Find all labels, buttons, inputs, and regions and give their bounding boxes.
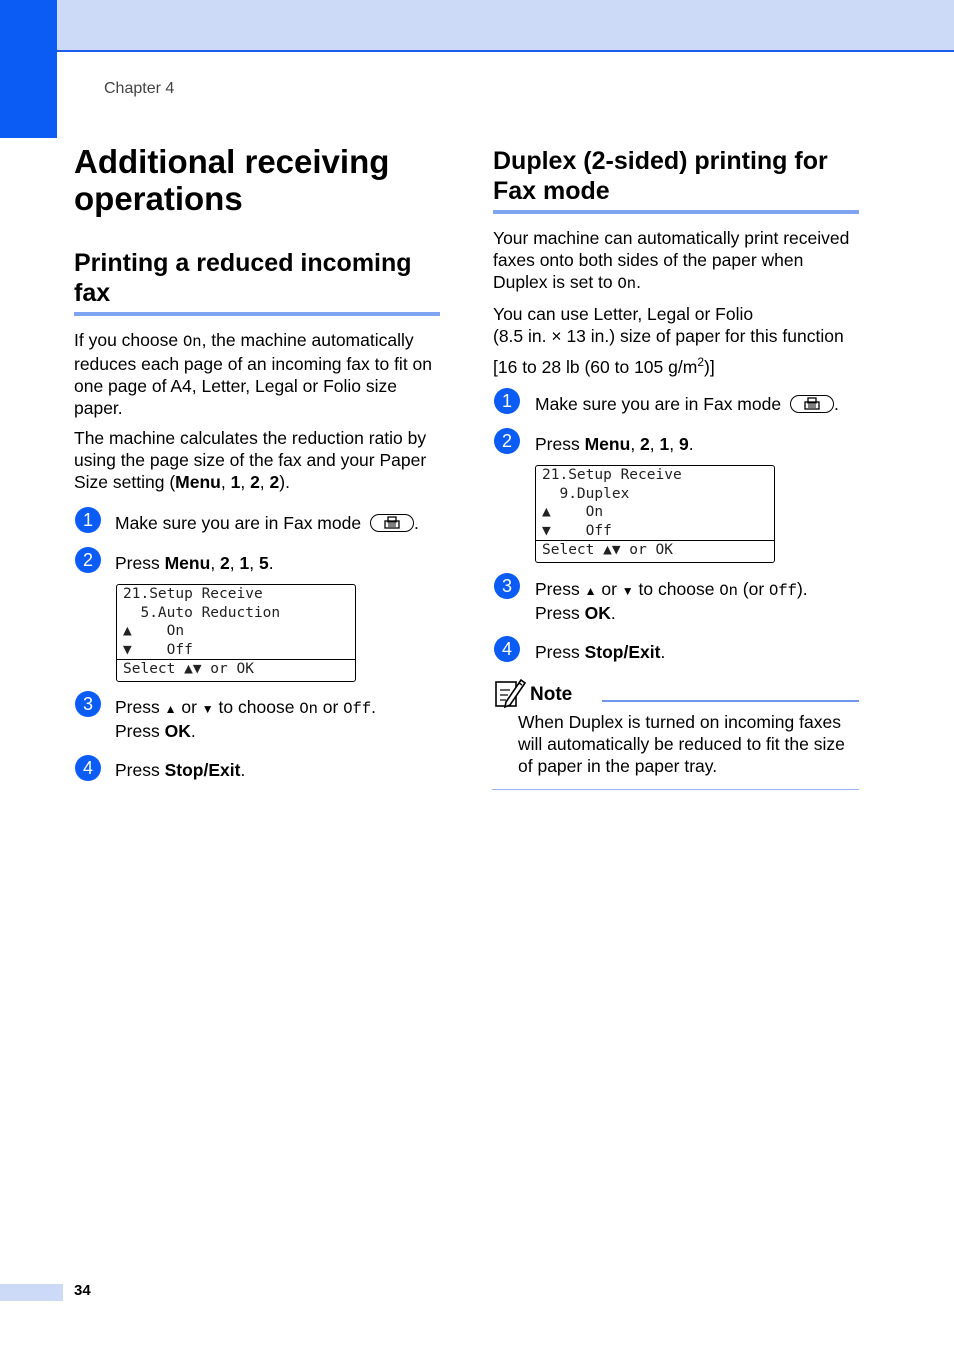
step-number: 2: [494, 428, 520, 454]
fax-icon: [804, 397, 820, 410]
section-rule: [74, 312, 440, 316]
note-pencil-icon: [494, 676, 526, 710]
step-text: Make sure you are in Fax mode .: [115, 513, 419, 533]
paragraph-duplex-intro: Your machine can automatically print received faxes onto both sides of the paper when Duplex is set to On.: [493, 228, 850, 293]
lcd-line: ▼ Off: [542, 522, 612, 539]
paragraph-reduction-ratio: The machine calculates the reduction ratio by using the page size of the fax and your Paper Size setting (Menu, 1, 2, 2).: [74, 428, 427, 492]
chapter-label: Chapter 4: [104, 80, 175, 97]
lcd-line: Select ▲▼ or OK: [536, 540, 774, 560]
lcd-display: [116, 584, 356, 682]
chapter-tab: [0, 0, 57, 138]
step-number: 3: [75, 691, 101, 717]
lcd-line: 21.Setup Receive: [542, 467, 682, 483]
footer-band: [0, 1284, 63, 1301]
step-text: Press ▲ or ▼ to choose On (or Off). Press OK.: [535, 579, 808, 623]
fax-mode-button: [790, 395, 834, 413]
step-number: 4: [494, 636, 520, 662]
step-text: Make sure you are in Fax mode .: [535, 394, 839, 414]
lcd-line: 21.Setup Receive: [123, 586, 263, 602]
step-text: Press Menu, 2, 1, 5.: [115, 553, 274, 573]
section-rule: [493, 210, 859, 214]
fax-icon: [384, 516, 400, 529]
section-title-reduced-fax: Printing a reduced incoming fax: [74, 249, 412, 307]
lcd-display: [535, 465, 775, 563]
lcd-line: Select ▲▼ or OK: [117, 659, 355, 679]
section-title-duplex: Duplex (2-sided) printing for Fax mode: [493, 147, 828, 205]
step-text: Press ▲ or ▼ to choose On or Off. Press OK.: [115, 697, 376, 741]
lcd-line: 9.Duplex: [542, 485, 630, 502]
note-bottom-rule: [492, 789, 859, 790]
page-title: Additional receiving operations: [74, 143, 390, 217]
step-text: Press Stop/Exit.: [115, 760, 246, 780]
page-number: 34: [74, 1282, 91, 1299]
paragraph-paper-sizes: You can use Letter, Legal or Folio (8.5 in. × 13 in.) size of paper for this function [16 to 28 lb (60 to 105 $g/m^2$)]: [493, 304, 844, 377]
step-text: Press Menu, 2, 1, 9.: [535, 434, 694, 454]
fax-mode-button: [370, 514, 414, 532]
lcd-line: 5.Auto Reduction: [123, 604, 281, 621]
lcd-line: ▼ Off: [123, 641, 193, 658]
lcd-line: ▲ On: [123, 623, 185, 639]
note-text: When Duplex is turned on incoming faxes will automatically be reduced to fit the size of paper in the paper tray.: [518, 712, 845, 776]
step-number: 3: [494, 573, 520, 599]
header-band: [0, 0, 954, 52]
lcd-line: ▲ On: [542, 504, 604, 520]
paragraph-reduction-intro: If you choose On, the machine automatically reduces each page of an incoming fax to fit on one page of A4, Letter, Legal or Folio size paper.: [74, 330, 433, 418]
step-number: 1: [494, 388, 520, 414]
step-number: 4: [75, 755, 101, 781]
step-text: Press Stop/Exit.: [535, 642, 666, 662]
note-title: Note: [530, 684, 573, 705]
note-rule: [602, 700, 859, 702]
step-number: 2: [75, 547, 101, 573]
step-number: 1: [75, 507, 101, 533]
